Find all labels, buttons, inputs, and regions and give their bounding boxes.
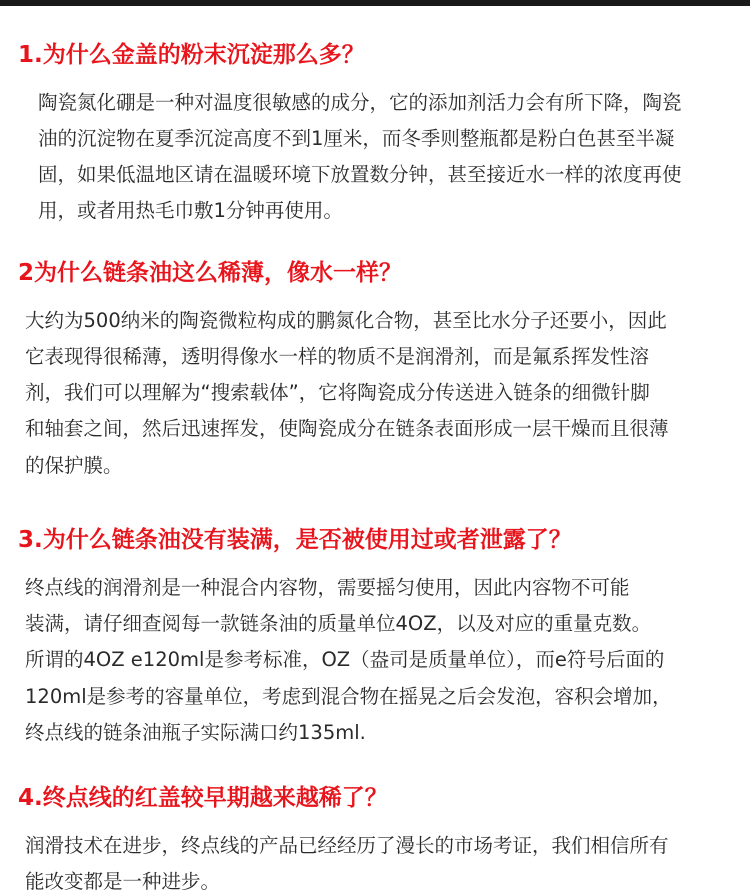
answer-line: 陶瓷氮化硼是一种对温度很敏感的成分，它的添加剂活力会有所下降，陶瓷 bbox=[38, 91, 682, 114]
answer-line: 它表现得很稀薄，透明得像水一样的物质不是润滑剂，而是氟系挥发性溶 bbox=[25, 345, 650, 368]
answer-line: 能改变都是一种进步。 bbox=[25, 870, 221, 893]
answer-line: 终点线的链条油瓶子实际满口约135ml. bbox=[25, 721, 366, 744]
answer-line: 剂，我们可以理解为“搜索载体”，它将陶瓷成分传送进入链条的细微针脚 bbox=[25, 381, 650, 404]
answer-line: 所谓的4OZ e120ml是参考标准，OZ（盎司是质量单位），而e符号后面的 bbox=[25, 648, 665, 671]
answer-line: 装满，请仔细查阅每一款链条油的质量单位4OZ，以及对应的重量克数。 bbox=[25, 612, 652, 635]
answer-line: 和轴套之间，然后迅速挥发，使陶瓷成分在链条表面形成一层干燥而且很薄 bbox=[25, 417, 669, 440]
answer-line: 120ml是参考的容量单位，考虑到混合物在摇晃之后会发泡，容积会增加， bbox=[25, 685, 672, 708]
answer-line: 用，或者用热毛巾敷1分钟再使用。 bbox=[38, 199, 343, 222]
answer-line: 油的沉淀物在夏季沉淀高度不到1厘米，而冬季则整瓶都是粉白色甚至半凝 bbox=[38, 127, 675, 150]
question-title: 4.终点线的红盖较早期越来越稀了？ bbox=[18, 785, 388, 811]
answer-line: 终点线的润滑剂是一种混合内容物，需要摇匀使用，因此内容物不可能 bbox=[25, 576, 630, 599]
answer-line: 固，如果低温地区请在温暖环境下放置数分钟，甚至接近水一样的浓度再使 bbox=[38, 163, 682, 186]
question-title: 3.为什么链条油没有装满，是否被使用过或者泄露了？ bbox=[18, 527, 572, 553]
top-bar bbox=[0, 0, 750, 6]
answer-line: 的保护膜。 bbox=[25, 454, 123, 477]
question-title: 1.为什么金盖的粉末沉淀那么多？ bbox=[18, 42, 365, 68]
answer-line: 润滑技术在进步，终点线的产品已经经历了漫长的市场考证，我们相信所有 bbox=[25, 834, 669, 857]
question-title: 2为什么链条油这么稀薄，像水一样？ bbox=[18, 260, 403, 286]
answer-line: 大约为500纳米的陶瓷微粒构成的鹏氮化合物，甚至比水分子还要小，因此 bbox=[25, 309, 667, 332]
